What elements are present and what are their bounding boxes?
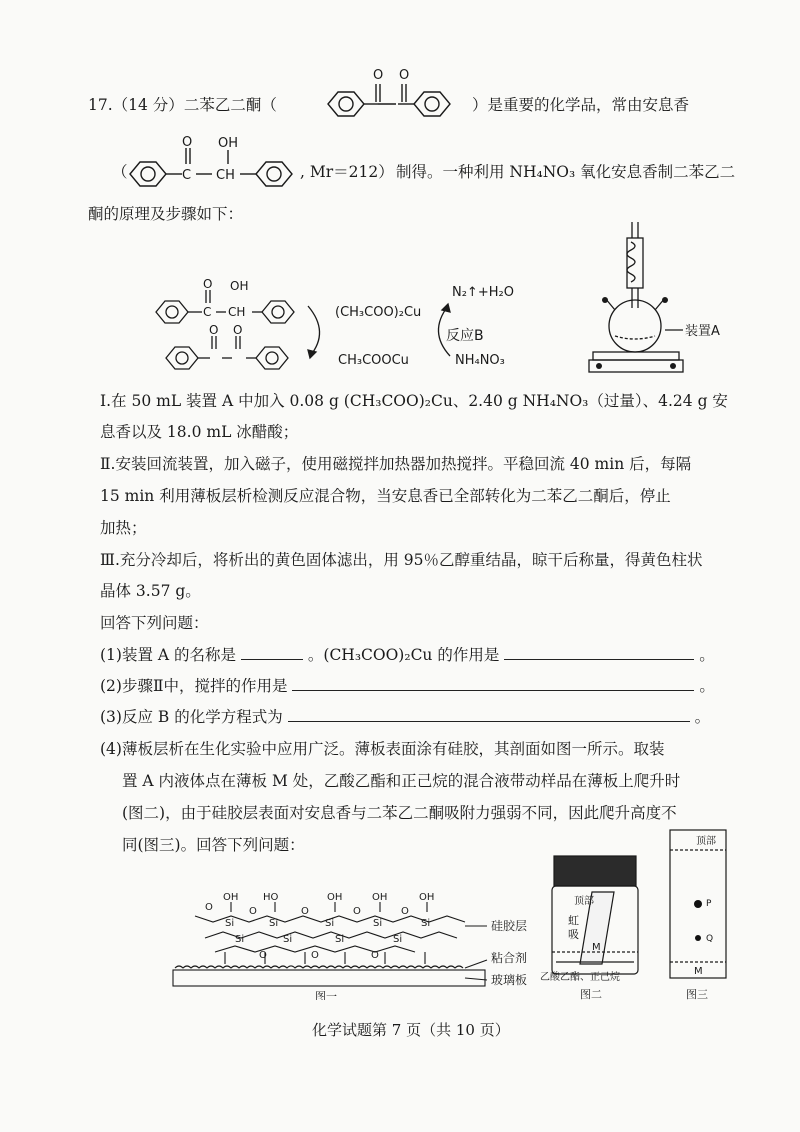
q2-end: 。 xyxy=(699,677,715,695)
step-2-line1: Ⅱ.安装回流装置，加入磁子，使用磁搅拌加热器加热搅拌。平稳回流 40 min 后，每隔 xyxy=(100,455,692,473)
m-label: M xyxy=(694,966,703,977)
p-label: P xyxy=(706,899,712,909)
q1-prompt: (1)装置 A 的名称是 xyxy=(100,646,237,664)
intro-text-line2: 制得。一种利用 NH₄NO₃ 氧化安息香制二苯乙二 xyxy=(396,163,736,181)
q3-end: 。 xyxy=(694,708,711,726)
reaction-scheme xyxy=(150,270,550,380)
si-label: Si xyxy=(335,934,345,945)
label-silica-layer: 硅胶层 xyxy=(491,919,528,933)
step-3-line1: Ⅲ.充分冷却后，将析出的黄色固体滤出，用 95％乙醇重结晶，晾干后称量，得黄色柱状 xyxy=(100,551,703,569)
reagent-cu-acetate: (CH₃COO)₂Cu xyxy=(335,305,422,320)
figure-3-tlc-plate xyxy=(660,826,740,1002)
reagent-cu-i: CH₃COOCu xyxy=(338,353,409,368)
oh-label: OH xyxy=(419,892,435,903)
answer-blank-q3[interactable] xyxy=(288,707,690,722)
o-label: O xyxy=(259,950,267,961)
q3-prompt: (3)反应 B 的化学方程式为 xyxy=(100,708,283,726)
q-label: Q xyxy=(706,934,714,944)
carbon-label: C xyxy=(182,168,192,183)
question-3 xyxy=(100,707,710,727)
oxygen-label: O xyxy=(182,135,193,150)
o-label: O xyxy=(371,950,379,961)
q1-end: 。 xyxy=(699,646,715,664)
oh-label: OH xyxy=(218,136,239,151)
spot-q xyxy=(695,935,701,941)
si-label: Si xyxy=(393,934,403,945)
question-4-line1: (4)薄板层析在生化实验中应用广泛。薄板表面涂有硅胶，其剖面如图一所示。取装 xyxy=(100,740,665,758)
step-1-line1: Ⅰ.在 50 mL 装置 A 中加入 0.08 g (CH₃COO)₂Cu、2.40 g NH₄NO₃（过量）、4.24 g 安 xyxy=(100,392,728,410)
molar-mass: , Mr＝212） xyxy=(300,163,394,181)
page-footer: 化学试题第 7 页（共 10 页） xyxy=(312,1021,510,1039)
reaction-b-label: 反应B xyxy=(446,328,484,344)
step-3-line2: 晶体 3.57 g。 xyxy=(100,582,201,600)
q1-prompt-2: 。(CH₃COO)₂Cu 的作用是 xyxy=(307,646,500,664)
si-label: Si xyxy=(373,918,383,929)
benzoin-structure xyxy=(124,134,304,192)
gas-product: N₂↑+H₂O xyxy=(452,285,514,300)
step-2-line2: 15 min 利用薄板层析检测反应混合物，当安息香已全部转化为二苯乙二酮后，停止 xyxy=(100,487,671,505)
figure-3-caption: 图三 xyxy=(686,988,708,1001)
benzene-ring xyxy=(414,92,450,116)
nh4no3-label: NH₄NO₃ xyxy=(455,353,505,368)
oh-label: OH xyxy=(223,892,239,903)
oh-label: OH xyxy=(230,279,249,293)
carbon-label: C xyxy=(203,305,212,319)
intro-text-cont: ）是重要的化学品，常由安息香 xyxy=(472,96,690,114)
intro-paren: （ xyxy=(112,163,128,181)
label-glass: 玻璃板 xyxy=(491,973,528,987)
si-label: Si xyxy=(421,918,431,929)
intro-text: 二苯乙二酮（ xyxy=(183,96,277,114)
figure-2-tlc-chamber xyxy=(540,852,650,1002)
figure-1-caption: 图一 xyxy=(315,990,337,1000)
top-label: 顶部 xyxy=(696,836,716,847)
label-binder: 粘合剂 xyxy=(491,951,528,965)
top-label: 顶部 xyxy=(574,896,594,907)
o-label: O xyxy=(353,906,361,917)
si-label: Si xyxy=(325,918,335,929)
m-label: M xyxy=(592,942,601,953)
o-label: O xyxy=(311,950,319,961)
o-label: O xyxy=(401,906,409,917)
oh-label: OH xyxy=(372,892,388,903)
ho-label: HO xyxy=(263,892,279,903)
oxygen-label: O xyxy=(209,323,219,337)
question-4-line4: 同(图三)。回答下列问题： xyxy=(122,836,305,854)
o-label: O xyxy=(249,906,257,917)
solvent-label: 乙酸乙酯、正己烷 xyxy=(540,972,620,983)
oxygen-label: O xyxy=(233,323,243,337)
step-1-line2: 息香以及 18.0 mL 冰醋酸； xyxy=(100,423,299,441)
questions-heading: 回答下列问题： xyxy=(100,614,209,632)
si-label: Si xyxy=(283,934,293,945)
answer-blank-q2[interactable] xyxy=(292,676,694,691)
spot-p xyxy=(694,900,702,908)
answer-blank-q1-role[interactable] xyxy=(504,645,694,660)
siphon-label: 虹 xyxy=(568,914,579,927)
intro-text-line3: 酮的原理及步骤如下： xyxy=(88,205,244,223)
o-label: O xyxy=(301,906,309,917)
oxygen-label: O xyxy=(373,68,384,83)
ch-label: CH xyxy=(228,305,246,319)
siphon-label: 吸 xyxy=(568,928,579,941)
oh-label: OH xyxy=(327,892,343,903)
answer-blank-q1-name[interactable] xyxy=(241,645,303,660)
apparatus-a-label: 装置A xyxy=(685,324,720,339)
ch-label: CH xyxy=(216,168,235,183)
oxygen-label: O xyxy=(399,68,410,83)
si-label: Si xyxy=(269,918,279,929)
si-label: Si xyxy=(225,918,235,929)
step-2-line3: 加热； xyxy=(100,519,147,537)
apparatus-a xyxy=(585,218,725,378)
question-2 xyxy=(100,676,715,696)
question-4-line2: 置 A 内液体点在薄板 M 处，乙酸乙酯和正己烷的混合液带动样品在薄板上爬升时 xyxy=(122,772,681,790)
question-4-line3: (图二)，由于硅胶层表面对安息香与二苯乙二酮吸附力强弱不同，因此爬升高度不 xyxy=(122,804,677,822)
question-intro-line1 xyxy=(88,96,277,115)
figure-1-silica-cross-section xyxy=(165,880,535,1000)
si-label: Si xyxy=(235,934,245,945)
o-label: O xyxy=(205,902,213,913)
benzene-ring xyxy=(328,92,364,116)
question-number: 17.（14 分） xyxy=(88,96,184,114)
oxygen-label: O xyxy=(203,277,213,291)
benzil-structure xyxy=(318,62,478,122)
q2-prompt: (2)步骤Ⅱ中，搅拌的作用是 xyxy=(100,677,288,695)
figure-2-caption: 图二 xyxy=(580,988,602,1001)
question-1 xyxy=(100,645,715,665)
